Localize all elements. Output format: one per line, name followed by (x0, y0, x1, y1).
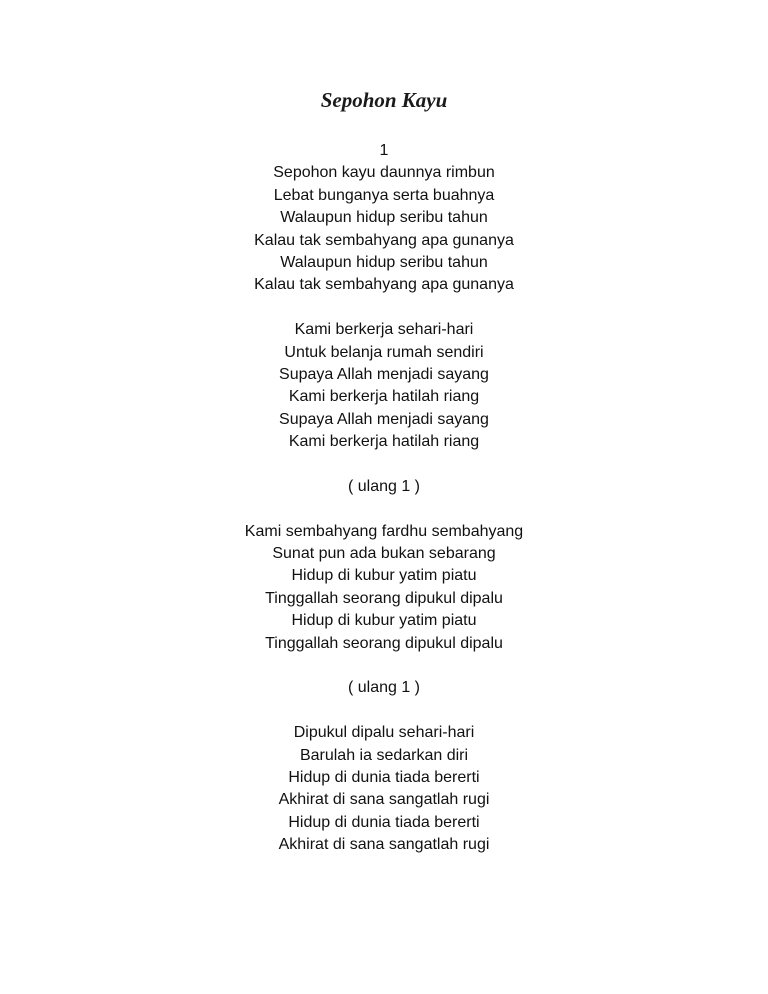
lyric-line: Tinggallah seorang dipukul dipalu (265, 589, 503, 607)
verse-number: 1 (379, 142, 389, 159)
lyric-line: Tinggallah seorang dipukul dipalu (265, 634, 503, 652)
lyric-line: Hidup di dunia tiada bererti (288, 813, 480, 831)
lyric-line: Akhirat di sana sangatlah rugi (278, 791, 490, 809)
lyric-line: Sepohon kayu daunnya rimbun (273, 164, 495, 182)
stanza-gap (0, 453, 768, 475)
repeat-marker: ( ulang 1 ) (347, 679, 421, 697)
stanza-gap (0, 297, 768, 319)
stanza-gap (0, 498, 768, 520)
stanza-gap (0, 700, 768, 722)
stanza-gap (0, 655, 768, 677)
lyric-line: Lebat bunganya serta buahnya (273, 186, 495, 204)
song-title: Sepohon Kayu (320, 88, 448, 112)
lyric-line: Supaya Allah menjadi sayang (279, 365, 489, 383)
lyric-line: Hidup di kubur yatim piatu (291, 612, 477, 630)
lyric-line: Hidup di kubur yatim piatu (291, 567, 477, 585)
lyric-line: Kami berkerja hatilah riang (288, 433, 480, 451)
lyric-line: Walaupun hidup seribu tahun (280, 209, 488, 227)
lyric-line: Barulah ia sedarkan diri (299, 746, 469, 764)
repeat-marker: ( ulang 1 ) (347, 477, 421, 495)
lyric-line: Kami sembahyang fardhu sembahyang (244, 522, 524, 540)
lyric-line: Untuk belanja rumah sendiri (284, 343, 484, 361)
lyric-line: Supaya Allah menjadi sayang (279, 410, 489, 428)
lyric-line: Hidup di dunia tiada bererti (288, 768, 480, 786)
lyric-line: Akhirat di sana sangatlah rugi (278, 836, 490, 854)
lyric-line: Dipukul dipalu sehari-hari (293, 724, 475, 742)
lyric-line: Kami berkerja sehari-hari (294, 321, 474, 339)
lyric-line: Kami berkerja hatilah riang (288, 388, 480, 406)
lyric-line: Kalau tak sembahyang apa gunanya (254, 231, 514, 249)
lyric-line: Kalau tak sembahyang apa gunanya (254, 276, 514, 294)
lyric-line: Walaupun hidup seribu tahun (280, 253, 488, 271)
lyric-line: Sunat pun ada bukan sebarang (272, 545, 496, 563)
lyrics-body (0, 140, 768, 857)
